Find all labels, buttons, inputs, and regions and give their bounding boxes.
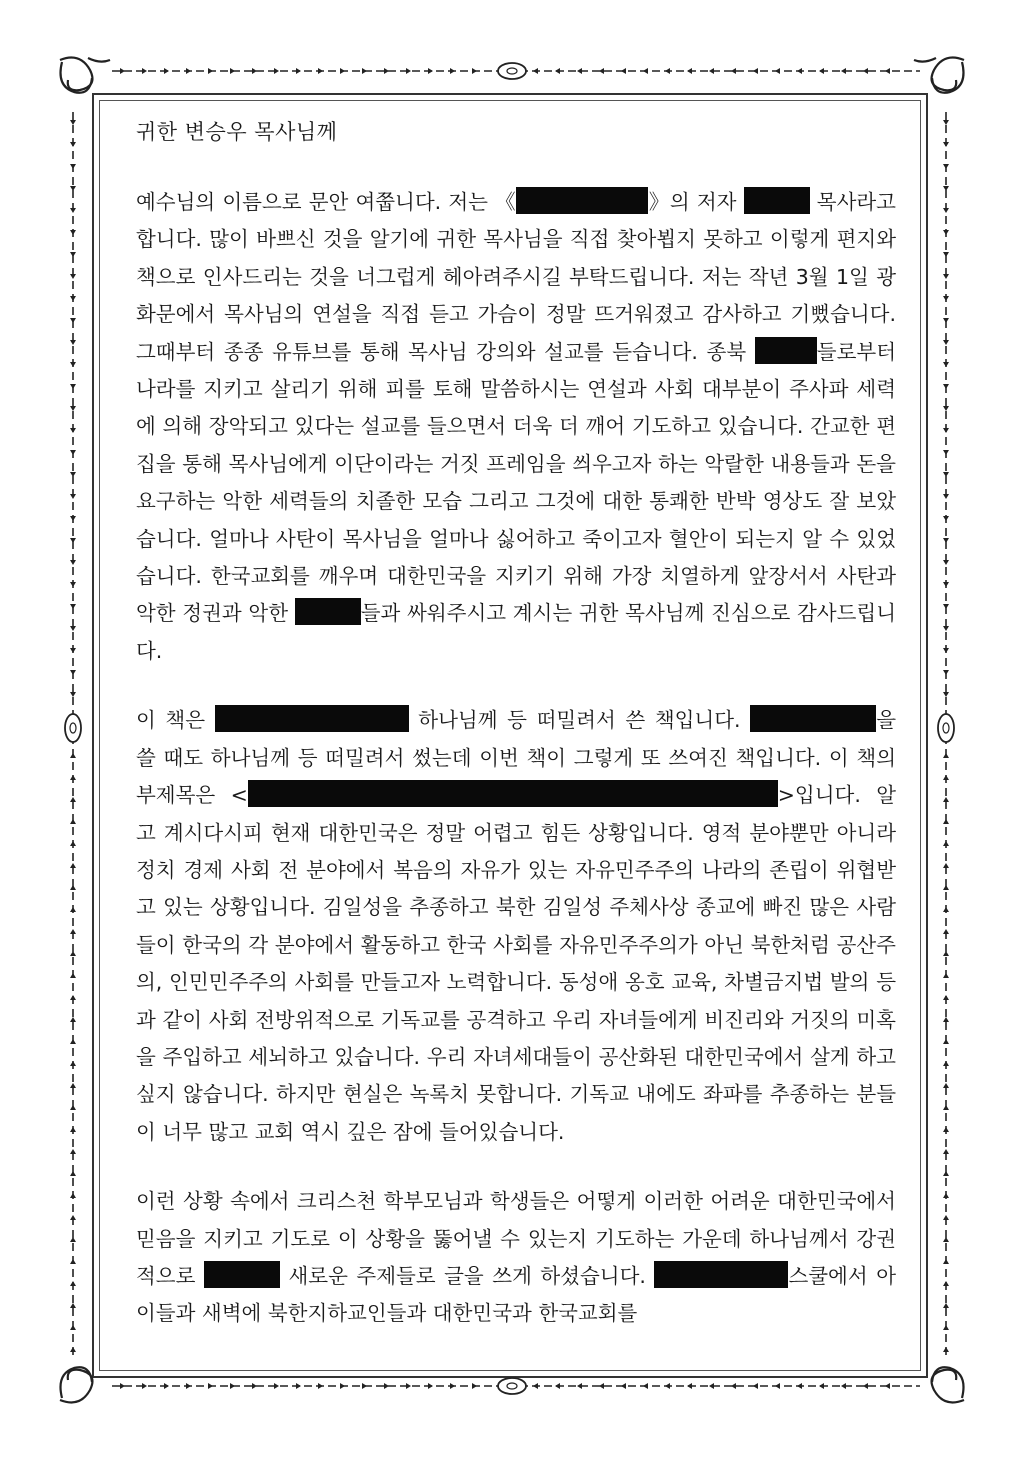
text-segment: 하나님께 등 떠밀려서 쓴 책입니다. [408,708,751,733]
redacted-block [248,780,738,807]
text-segment: 을 쓸 때도 하나님께 등 떠밀려서 썼는데 이번 책이 그렇게 또 쓰여진 책입니다. 이 책의 부제목은 < [136,708,896,808]
text-segment: 스쿨에서 아이들과 새벽에 북한지하교인들과 대한민국과 한국교회를 [136,1263,896,1326]
redacted-block [738,780,778,807]
redacted-block [744,187,810,214]
paragraph-situation [136,1183,896,1333]
redacted-block [750,705,854,732]
text-segment: 들과 싸워주시고 계시는 귀한 목사님께 진심으로 감사드립니다. [136,601,897,663]
text-segment: 목사라고 합니다. 많이 바쁘신 것을 알기에 귀한 목사님을 직접 찾아뵙지 못하고 이렇게 편지와 책으로 인사드리는 것을 너그럽게 헤아려주시길 부탁드립니다. 저는 작년 3월 1일 광화문에서 목사님의 연설을 직접 듣고 가슴이 정말 뜨거워졌고 감사하고 기뻤습니다. 그때부터 종종 유튜브를 통해 목사님 강의와 설교를 듣습니다. 종북 [136,190,896,364]
text-segment: 새로운 주제들로 글을 쓰게 하셨습니다. [279,1263,655,1288]
paragraph-intro [136,184,896,670]
redacted-block [755,337,817,364]
redacted-block [215,705,409,732]
text-segment: 》의 저자 [648,190,744,214]
letter-greeting: 귀한 변승우 목사님께 [136,120,338,144]
text-segment: >입니다. 알고 계시다시피 현재 대한민국은 정말 어렵고 힘든 상황입니다. 영적 분야뿐만 아니라 정치 경제 사회 전 분야에서 복음의 자유가 있는 자유민주주의 나라의 존립이 위협받고 있는 상황입니다. 김일성을 추종하고 북한 김일성 주체사상 종교에 빠진 많은 사람들이 한국의 각 분야에서 활동하고 한국 사회를 자유민주주의가 아닌 북한처럼 공산주의, 인민민주주의 사회를 만들고자 노력합니다. 동성애 옹호 교육, 차별금지법 발의 등과 같이 사회 전방위적으로 기독교를 공격하고 우리 자녀들에게 비진리와 거짓의 미혹을 주입하고 세뇌하고 있습니다. 우리 자녀세대들이 공산화된 대한민국에서 살게 하고 싶지 않습니다. 하지만 현실은 녹록치 못합니다. 기독교 내에도 좌파를 추종하는 분들이 너무 많고 교회 역시 깊은 잠에 들어있습니다. [136,783,897,1144]
redacted-block [295,598,361,625]
redacted-block [854,705,876,732]
letter-body [136,114,896,1365]
text-segment: 이런 상황 속에서 크리스천 학부모님과 학생들은 어떻게 이러한 어려운 대한민국에서 믿음을 지키고 기도로 이 상황을 뚫어낼 수 있는지 기도하는 가운데 하나님께서 강권적으로 [136,1189,896,1288]
paragraph-book [136,702,896,1151]
redacted-block [204,1261,280,1288]
text-segment: 이 책은 [136,708,215,733]
redacted-block [516,187,648,214]
redacted-block [654,1261,706,1288]
text-segment: 예수님의 이름으로 문안 여쭙니다. 저는 《 [136,190,517,214]
redacted-block [706,1261,788,1288]
text-segment: 들로부터 나라를 지키고 살리기 위해 피를 토해 말씀하시는 연설과 사회 대부분이 주사파 세력에 의해 장악되고 있다는 설교를 들으면서 더욱 더 깨어 기도하고 있습니다. 간교한 편집을 통해 목사님에게 이단이라는 거짓 프레임을 씌우고자 하는 악랄한 내용들과 돈을 요구하는 악한 세력들의 치졸한 모습 그리고 그것에 대한 통쾌한 반박 영상도 잘 보았습니다. 얼마나 사탄이 목사님을 얼마나 싫어하고 죽이고자 혈안이 되는지 알 수 있었습니다. 한국교회를 깨우며 대한민국을 지키기 위해 가장 치열하게 앞장서서 사탄과 악한 정권과 악한 [136,339,896,626]
